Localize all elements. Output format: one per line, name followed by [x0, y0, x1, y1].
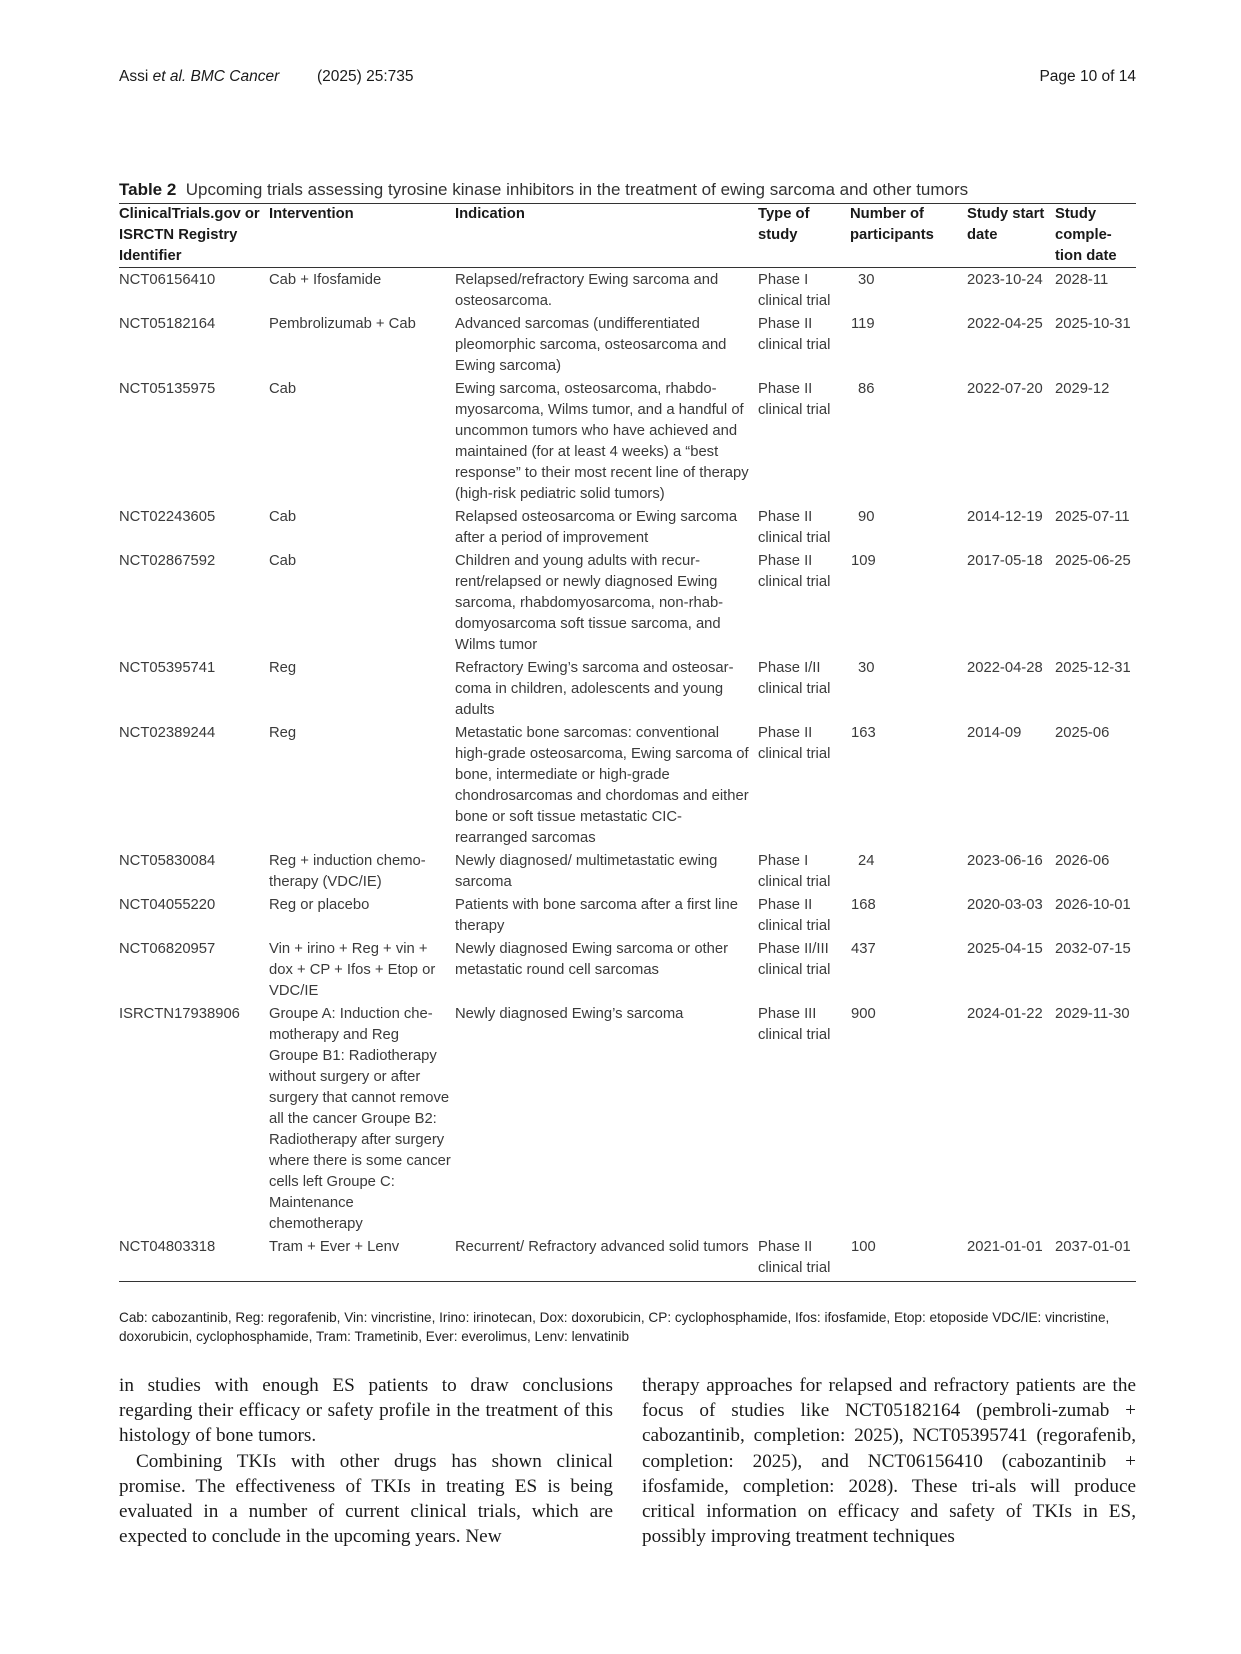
body-column-left [119, 1373, 613, 1549]
start-date-cell: 2014-12-19 [967, 509, 1043, 525]
indication-cell: Relapsed/refractory Ewing sarcoma and osteosarcoma. [455, 272, 719, 309]
paragraph: in studies with enough ES patients to draw conclusions regarding their efficacy or safety profile in the treatment of this histology of bone tumors. [119, 1375, 613, 1447]
trial-identifier: NCT05182164 [119, 316, 216, 332]
citation-volume: (2025) 25:735 [317, 68, 414, 85]
study-type-cell: Phase II clinical trial [758, 725, 831, 762]
intervention-cell: Vin + irino + Reg + vin + dox + CP + Ifos + Etop or VDC/IE [269, 941, 436, 999]
intervention-cell: Reg [269, 725, 297, 741]
trial-identifier: NCT02243605 [119, 509, 216, 525]
trial-identifier: NCT06156410 [119, 272, 216, 288]
participants-cell: 30 [858, 272, 875, 288]
participants-cell: 100 [851, 1239, 876, 1255]
start-date-cell: 2022-04-25 [967, 316, 1043, 332]
intervention-cell: Reg or placebo [269, 897, 370, 913]
study-type-cell: Phase II clinical trial [758, 381, 831, 418]
column-header: Type of study [758, 206, 810, 243]
start-date-cell: 2014-09 [967, 725, 1022, 741]
trial-identifier: NCT04055220 [119, 897, 216, 913]
intervention-cell: Cab [269, 553, 297, 569]
participants-cell: 109 [851, 553, 876, 569]
table-row [119, 507, 1136, 551]
table-row [119, 379, 1136, 507]
body-column-right [642, 1373, 1136, 1549]
participants-cell: 900 [851, 1006, 876, 1022]
completion-date-cell: 2037-01-01 [1055, 1239, 1131, 1255]
table-container [119, 203, 1136, 1282]
table-row [119, 658, 1136, 723]
table-row [119, 314, 1136, 379]
table-row [119, 895, 1136, 939]
participants-cell: 168 [851, 897, 876, 913]
paragraph: therapy approaches for relapsed and refractory patients are the focus of studies like NCT05182164 (pembroli-zumab + cabozantinib, completion: 2025), NCT05395741 (regorafenib, completion: 2025), and NCT06156410 (cabozantinib + ifosfamide, completion: 2028). These tri-als will produce critical information on efficacy and safety of TKIs in ES, possibly improving treatment techniques [642, 1375, 1136, 1548]
intervention-cell: Reg [269, 660, 297, 676]
participants-cell: 437 [851, 941, 876, 957]
trial-identifier: NCT04803318 [119, 1239, 216, 1255]
table-row [119, 1004, 1136, 1237]
table-row [119, 1237, 1136, 1282]
start-date-cell: 2023-06-16 [967, 853, 1043, 869]
column-header: ClinicalTrials.gov or ISRCTN Registry Identifier [119, 206, 260, 264]
table-row [119, 268, 1136, 315]
study-type-cell: Phase I clinical trial [758, 853, 831, 890]
trial-identifier: NCT05395741 [119, 660, 216, 676]
participants-cell: 86 [858, 381, 875, 397]
intervention-cell: Cab + Ifosfamide [269, 272, 382, 288]
completion-date-cell: 2028-11 [1055, 272, 1109, 288]
indication-cell: Refractory Ewing’s sarcoma and osteosar-coma in children, adolescents and young adults [455, 660, 734, 718]
table-caption [119, 180, 1136, 200]
intervention-cell: Pembrolizumab + Cab [269, 316, 416, 332]
trial-identifier: NCT06820957 [119, 941, 216, 957]
study-type-cell: Phase III clinical trial [758, 1006, 831, 1043]
intervention-cell: Reg + induction chemo-therapy (VDC/IE) [269, 853, 426, 890]
trial-identifier: NCT05135975 [119, 381, 216, 397]
table-row [119, 939, 1136, 1004]
journal-citation [119, 68, 279, 86]
study-type-cell: Phase II clinical trial [758, 509, 831, 546]
table-row [119, 851, 1136, 895]
participants-cell: 24 [858, 853, 875, 869]
intervention-cell: Cab [269, 381, 297, 397]
table-caption-text: Upcoming trials assessing tyrosine kinase inhibitors in the treatment of ewing sarcoma and other tumors [185, 180, 969, 199]
indication-cell: Patients with bone sarcoma after a first line therapy [455, 897, 738, 934]
indication-cell: Children and young adults with recur-rent/relapsed or newly diagnosed Ewing sarcoma, rhabdomyosarcoma, non-rhab-domyosarcoma soft tissue sarcoma, and Wilms tumor [455, 553, 724, 653]
trials-table [119, 203, 1136, 1282]
author-name: Assi [119, 68, 149, 85]
completion-date-cell: 2026-10-01 [1055, 897, 1131, 913]
trial-identifier: NCT02389244 [119, 725, 216, 741]
completion-date-cell: 2025-06-25 [1055, 553, 1131, 569]
indication-cell: Advanced sarcomas (undifferentiated pleomorphic sarcoma, osteosarcoma and Ewing sarcoma) [455, 316, 727, 374]
start-date-cell: 2021-01-01 [967, 1239, 1043, 1255]
paragraph: Combining TKIs with other drugs has shown clinical promise. The effectiveness of TKIs in treating ES is being evaluated in a number of current clinical trials, which are expected to conclude in the upcoming years. New [119, 1450, 613, 1548]
intervention-cell: Tram + Ever + Lenv [269, 1239, 400, 1255]
indication-cell: Recurrent/ Refractory advanced solid tumors [455, 1239, 749, 1255]
study-type-cell: Phase I/II clinical trial [758, 660, 831, 697]
indication-cell: Newly diagnosed Ewing’s sarcoma [455, 1006, 684, 1022]
indication-cell: Newly diagnosed/ multimetastatic ewing sarcoma [455, 853, 718, 890]
column-header: Intervention [269, 206, 354, 222]
table-row [119, 551, 1136, 658]
participants-cell: 30 [858, 660, 875, 676]
completion-date-cell: 2026-06 [1055, 853, 1110, 869]
column-header: Study comple-tion date [1055, 206, 1117, 264]
intervention-cell: Cab [269, 509, 297, 525]
trial-identifier: NCT05830084 [119, 853, 216, 869]
column-header: Indication [455, 206, 525, 222]
completion-date-cell: 2032-07-15 [1055, 941, 1131, 957]
completion-date-cell: 2029-11-30 [1055, 1006, 1130, 1022]
start-date-cell: 2022-04-28 [967, 660, 1043, 676]
indication-cell: Relapsed osteosarcoma or Ewing sarcoma after a period of improvement [455, 509, 738, 546]
start-date-cell: 2017-05-18 [967, 553, 1043, 569]
column-header: Number of participants [850, 206, 934, 243]
intervention-cell: Groupe A: Induction che-motherapy and Reg Groupe B1: Radiotherapy without surgery or after surgery that cannot remove all the cancer Groupe B2: Radiotherapy after surgery where there is some cancer cells left Groupe C: Maintenance chemotherapy [269, 1006, 451, 1232]
participants-cell: 119 [851, 316, 875, 332]
indication-cell: Newly diagnosed Ewing sarcoma or other metastatic round cell sarcomas [455, 941, 729, 978]
trial-identifier: NCT02867592 [119, 553, 216, 569]
study-type-cell: Phase II clinical trial [758, 316, 831, 353]
page-number: Page 10 of 14 [1039, 68, 1136, 85]
start-date-cell: 2022-07-20 [967, 381, 1043, 397]
completion-date-cell: 2025-12-31 [1055, 660, 1131, 676]
study-type-cell: Phase II/III clinical trial [758, 941, 831, 978]
start-date-cell: 2020-03-03 [967, 897, 1043, 913]
completion-date-cell: 2025-10-31 [1055, 316, 1131, 332]
start-date-cell: 2023-10-24 [967, 272, 1043, 288]
study-type-cell: Phase II clinical trial [758, 897, 831, 934]
indication-cell: Metastatic bone sarcomas: conventional high-grade osteosarcoma, Ewing sarcoma of bone, intermediate or high-grade chondrosarcomas and chordomas and either bone or soft tissue metastatic CIC-rearranged sarcomas [455, 725, 749, 846]
participants-cell: 163 [851, 725, 876, 741]
table-header-row [119, 204, 1136, 268]
journal-name: et al. BMC Cancer [152, 68, 280, 85]
column-header: Study start date [967, 206, 1045, 243]
completion-date-cell: 2025-07-11 [1055, 509, 1130, 525]
table-row [119, 723, 1136, 851]
study-type-cell: Phase II clinical trial [758, 1239, 831, 1276]
completion-date-cell: 2025-06 [1055, 725, 1110, 741]
trial-identifier: ISRCTN17938906 [119, 1006, 240, 1022]
study-type-cell: Phase I clinical trial [758, 272, 831, 309]
start-date-cell: 2025-04-15 [967, 941, 1043, 957]
completion-date-cell: 2029-12 [1055, 381, 1110, 397]
running-header [119, 68, 1136, 92]
table-body [119, 268, 1136, 1282]
participants-cell: 90 [858, 509, 875, 525]
study-type-cell: Phase II clinical trial [758, 553, 831, 590]
table-footnote: Cab: cabozantinib, Reg: regorafenib, Vin: vincristine, Irino: irinotecan, Dox: doxorubicin, CP: cyclophosphamide, Ifos: ifosfamide, Etop: etoposide VDC/IE: vincristine, doxorubicin, cyclophosphamide, Tram: Trametinib, Ever: everolimus, Lenv: lenvatinib [119, 1310, 1110, 1344]
table-label: Table 2 [119, 180, 177, 199]
indication-cell: Ewing sarcoma, osteosarcoma, rhabdo-myosarcoma, Wilms tumor, and a handful of uncommon tumors who have achieved and maintained (for at least 4 weeks) a “best response” to their most recent line of therapy (high-risk pediatric solid tumors) [455, 381, 749, 502]
start-date-cell: 2024-01-22 [967, 1006, 1043, 1022]
